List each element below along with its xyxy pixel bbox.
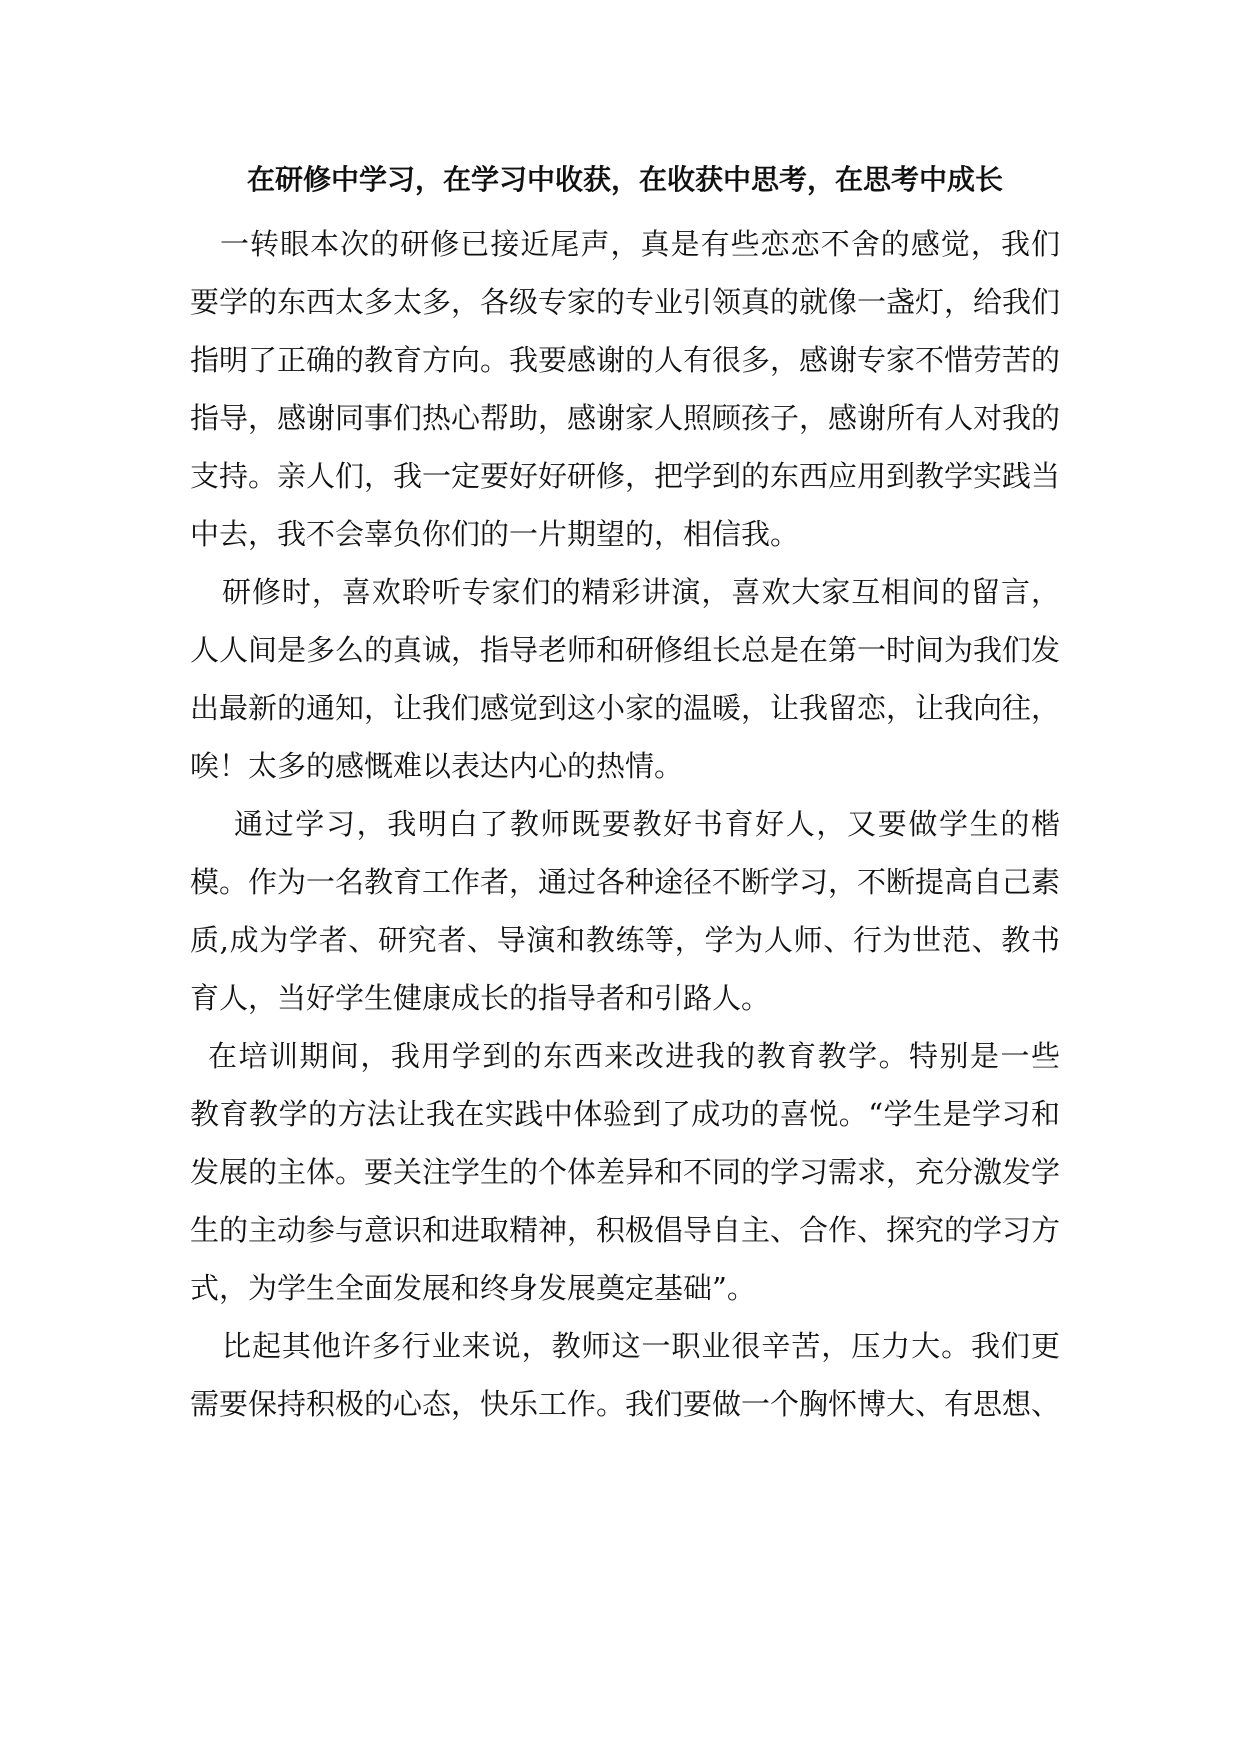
text-line: 出最新的通知，让我们感觉到这小家的温暖，让我留恋，让我向往， [190, 691, 1061, 725]
text-line: 模。作为一名教育工作者，通过各种途径不断学习，不断提高自己素 [190, 865, 1061, 899]
text-line: 质,成为学者、研究者、导演和教练等，学为人师、行为世范、教书 [190, 923, 1060, 957]
text-line: 唉！太多的感慨难以表达内心的热情。 [190, 749, 684, 783]
text-line: 在培训期间，我用学到的东西来改进我的教育教学。特别是一些 [208, 1039, 1060, 1073]
text-line: 式，为学生全面发展和终身发展奠定基础”。 [190, 1271, 756, 1305]
text-line: 指明了正确的教育方向。我要感谢的人有很多，感谢专家不惜劳苦的 [190, 343, 1061, 377]
text-line: 要学的东西太多太多，各级专家的专业引领真的就像一盏灯，给我们 [190, 285, 1061, 319]
text-line: 教育教学的方法让我在实践中体验到了成功的喜悦。“学生是学习和 [190, 1097, 1060, 1131]
text-line: 支持。亲人们，我一定要好好研修，把学到的东西应用到教学实践当 [190, 459, 1061, 493]
text-line: 比起其他许多行业来说，教师这一职业很辛苦，压力大。我们更 [222, 1329, 1060, 1363]
text-line: 指导，感谢同事们热心帮助，感谢家人照顾孩子，感谢所有人对我的 [190, 401, 1061, 435]
text-line: 育人，当好学生健康成长的指导者和引路人。 [190, 981, 771, 1015]
text-line: 中去，我不会辜负你们的一片期望的，相信我。 [190, 517, 800, 551]
text-line: 人人间是多么的真诚，指导老师和研修组长总是在第一时间为我们发 [190, 633, 1061, 667]
text-line: 生的主动参与意识和进取精神，积极倡导自主、合作、探究的学习方 [190, 1213, 1061, 1247]
text-line: 研修时，喜欢聆听专家们的精彩讲演，喜欢大家互相间的留言， [222, 575, 1060, 609]
text-line: 一转眼本次的研修已接近尾声，真是有些恋恋不舍的感觉，我们 [220, 227, 1060, 261]
text-line: 需要保持积极的心态，快乐工作。我们要做一个胸怀博大、有思想、 [190, 1387, 1061, 1421]
document-title: 在研修中学习，在学习中收获，在收获中思考，在思考中成长 [246, 163, 1003, 196]
text-line: 发展的主体。要关注学生的个体差异和不同的学习需求，充分激发学 [190, 1155, 1061, 1189]
text-line: 通过学习，我明白了教师既要教好书育好人，又要做学生的楷 [234, 807, 1060, 841]
